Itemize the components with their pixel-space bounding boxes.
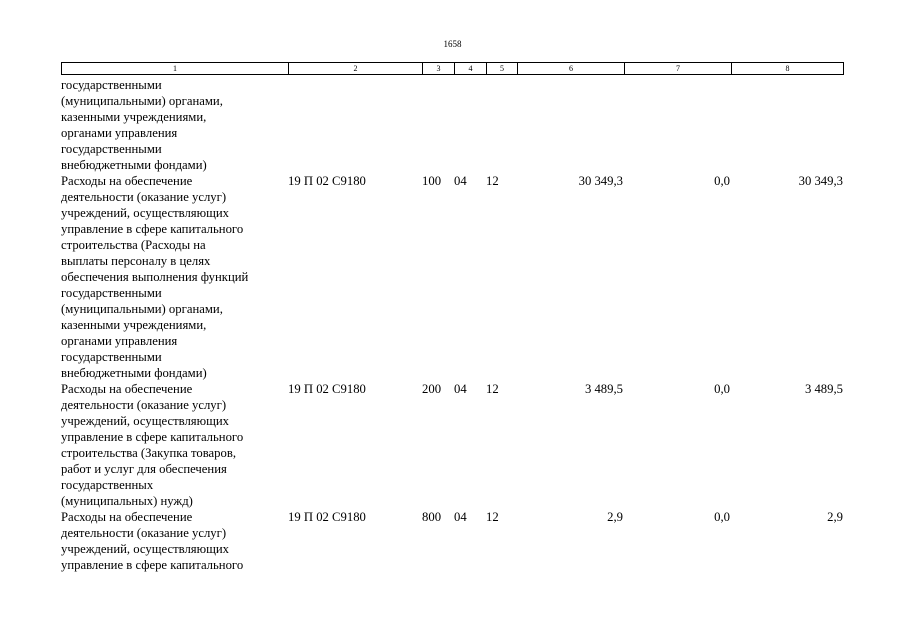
expense-type-code: 100 <box>422 174 442 188</box>
expense-name: Расходы на обеспечение деятельности (оказание услуг) учреждений, осуществляющих управление в сфере капитального строительства (Расходы на выплаты персоналу в целях обеспечения выполнения функций государственными (муниципальными) органами, казенными учреждениями, органами управления государственными внебюджетными фондами) <box>61 174 249 380</box>
expense-name: Расходы на обеспечение деятельности (оказание услуг) учреждений, осуществляющих управление в сфере капитального строительства (Закупка товаров, работ и услуг для обеспечения государственных (муниципальных) нужд) <box>61 382 244 508</box>
target-code: 19 П 02 С9180 <box>288 510 366 524</box>
target-code: 19 П 02 С9180 <box>288 174 366 188</box>
amount-col8: 2,9 <box>827 510 843 524</box>
amount-col8: 30 349,3 <box>798 174 843 188</box>
expense-type-code: 800 <box>422 510 442 524</box>
subsection-code: 12 <box>486 382 499 396</box>
table-row <box>61 381 843 509</box>
section-code: 04 <box>454 382 467 396</box>
subsection-code: 12 <box>486 510 499 524</box>
amount-col6: 2,9 <box>607 510 623 524</box>
column-number: 7 <box>625 63 732 75</box>
section-code: 04 <box>454 510 467 524</box>
amount-col7: 0,0 <box>714 510 730 524</box>
subsection-code: 12 <box>486 174 499 188</box>
column-number: 3 <box>423 63 455 75</box>
page-number: 1658 <box>443 39 462 49</box>
expense-type-code: 200 <box>422 382 442 396</box>
column-number: 2 <box>289 63 423 75</box>
amount-col7: 0,0 <box>714 174 730 188</box>
expense-name: государственными (муниципальными) органами, казенными учреждениями, органами управления государственными внебюджетными фондами) <box>61 78 223 172</box>
amount-col7: 0,0 <box>714 382 730 396</box>
budget-table-body <box>61 77 843 573</box>
section-code: 04 <box>454 174 467 188</box>
column-number-header <box>61 62 844 75</box>
amount-col6: 30 349,3 <box>578 174 623 188</box>
column-number: 1 <box>62 63 289 75</box>
target-code: 19 П 02 С9180 <box>288 382 366 396</box>
amount-col8: 3 489,5 <box>804 382 843 396</box>
column-number: 8 <box>732 63 844 75</box>
column-number: 4 <box>455 63 487 75</box>
expense-name: Расходы на обеспечение деятельности (оказание услуг) учреждений, осуществляющих управление в сфере капитального <box>61 510 244 572</box>
table-row <box>61 173 843 381</box>
amount-col6: 3 489,5 <box>584 382 623 396</box>
table-row <box>61 509 843 573</box>
column-number: 5 <box>487 63 518 75</box>
column-number: 6 <box>518 63 625 75</box>
table-row <box>61 77 843 173</box>
